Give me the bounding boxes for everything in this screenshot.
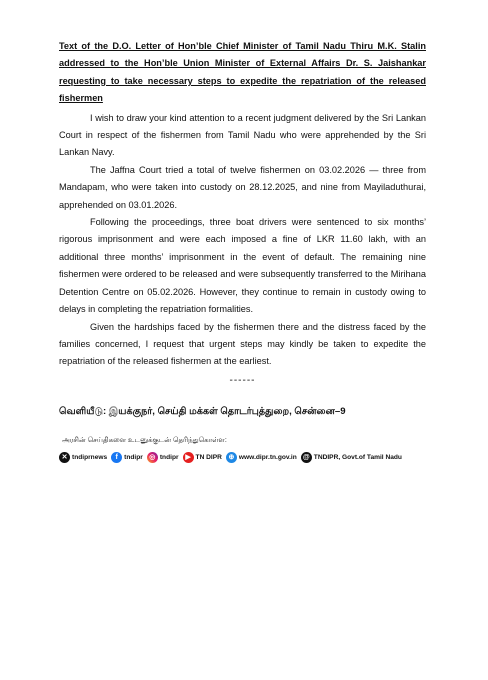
follow-text: அரசின் செய்திகளை உடனுக்குடன் தெரிந்துகொள்ள: — [62, 436, 227, 444]
social-links — [59, 452, 426, 463]
letter-heading: Text of the D.O. Letter of Hon’ble Chief Minister of Tamil Nadu Thiru M.K. Stalin addressed to the Hon’ble Union Minister of External Affairs Dr. S. Jaishankar requesting to take necessary steps to expedite the repatriation of the released fishermen — [59, 41, 426, 104]
social-label: TNDIPR, Govt.of Tamil Nadu — [313, 453, 402, 461]
release-line: வெளியீடு: இயக்குநர், செய்தி மக்கள் தொடர்புத்துறை, சென்னை–9 — [59, 405, 346, 417]
separator: ------ — [229, 374, 256, 386]
social-label: tndipr — [159, 453, 179, 461]
document-page — [59, 38, 426, 463]
social-website[interactable] — [226, 452, 297, 463]
facebook-icon: f — [111, 452, 122, 463]
paragraph: Following the proceedings, three boat drivers were sentenced to six months’ rigorous imprisonment and were each imposed a fine of LKR 11.60 lakh, with an additional three months’ imprisonment in the event of default. The remaining nine fishermen were ordered to be released and were subsequently transferred to the Mirihana Detention Centre on 05.02.2026. However, they continue to remain in custody owing to delays in completing the repatriation formalities. — [59, 217, 426, 315]
social-label: tndipr — [124, 453, 143, 461]
social-x[interactable] — [59, 452, 107, 463]
social-label: TN DIPR — [195, 453, 222, 461]
x-icon: ✕ — [59, 452, 70, 463]
social-youtube[interactable] — [183, 452, 222, 463]
social-label: tndiprnews — [72, 453, 108, 461]
social-instagram[interactable] — [147, 452, 179, 463]
social-threads[interactable] — [301, 452, 402, 463]
social-label: www.dipr.tn.gov.in — [238, 453, 297, 461]
globe-icon: ⊕ — [226, 452, 237, 463]
instagram-icon: ◎ — [147, 452, 158, 463]
paragraph: The Jaffna Court tried a total of twelve fishermen on 03.02.2026 — three from Mandapam, who were taken into custody on 28.12.2025, and nine from Mayiladuthurai, apprehended on 03.01.2026. — [59, 164, 426, 210]
social-facebook[interactable] — [111, 452, 143, 463]
youtube-icon: ▶ — [183, 452, 194, 463]
threads-icon: @ — [301, 452, 312, 463]
paragraph: I wish to draw your kind attention to a recent judgment delivered by the Sri Lankan Court in respect of the fishermen from Tamil Nadu who were apprehended by the Sri Lankan Navy. — [59, 112, 426, 158]
paragraph: Given the hardships faced by the fishermen there and the distress faced by the families concerned, I request that urgent steps may kindly be taken to expedite the repatriation of the released fishermen at the earliest. — [59, 321, 426, 367]
